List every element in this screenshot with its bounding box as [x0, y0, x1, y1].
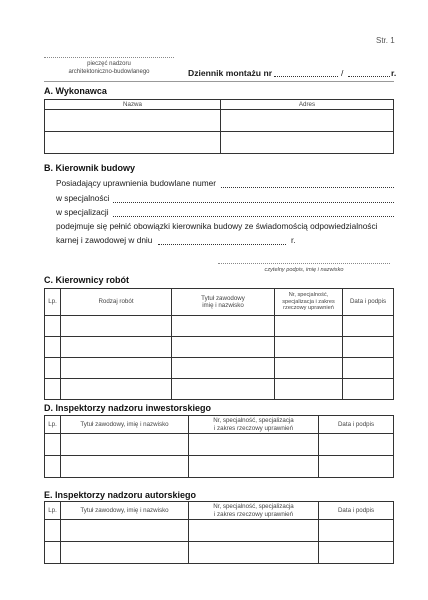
journal-label: Dziennik montażu nr [188, 68, 273, 78]
column-title-name [172, 289, 275, 316]
table-cell[interactable] [172, 316, 275, 337]
table-cell[interactable] [45, 316, 61, 337]
license-number-field[interactable] [221, 187, 394, 188]
section-c-title: C. Kierownicy robót [44, 275, 130, 285]
column-title-name-line-1: Tytuł zawodowy [201, 294, 245, 302]
column-lp: Lp. [45, 289, 61, 316]
table-cell[interactable] [189, 542, 319, 564]
specialization-label: w specjalizacji [56, 207, 109, 217]
table-cell[interactable] [189, 456, 319, 478]
specialty-label: w specjalności [56, 193, 110, 203]
stamp-caption [44, 61, 174, 76]
table-cell[interactable] [61, 542, 189, 564]
table-cell[interactable] [61, 456, 189, 478]
column-license [189, 416, 319, 434]
table-cell[interactable] [343, 316, 394, 337]
column-date-signature: Data i podpis [343, 289, 394, 316]
specialization-line [56, 207, 394, 219]
contractor-name-cell[interactable] [45, 110, 221, 132]
journal-number-line [188, 68, 398, 80]
journal-slash: / [341, 68, 344, 78]
table-cell[interactable] [319, 542, 394, 564]
column-license-line-1: Nr, specjalność, [288, 292, 329, 299]
column-date-signature: Data i podpis [319, 502, 394, 520]
column-date-signature: Data i podpis [319, 416, 394, 434]
table-cell[interactable] [45, 379, 61, 400]
table-cell[interactable] [343, 379, 394, 400]
license-number-line [56, 178, 394, 190]
column-adres: Adres [221, 100, 394, 110]
journal-year-field[interactable] [348, 76, 390, 77]
table-row [45, 337, 394, 358]
table-cell[interactable] [61, 379, 172, 400]
column-license-line-1: Nr, specjalność, specjalizacja [213, 503, 294, 511]
table-cell[interactable] [319, 520, 394, 542]
specialty-field[interactable] [113, 202, 394, 203]
table-cell[interactable] [45, 337, 61, 358]
specialty-line [56, 193, 394, 205]
table-cell[interactable] [45, 456, 61, 478]
statement-date-label: karnej i zawodowej w dniu [56, 235, 153, 245]
investor-inspectors-table [44, 415, 394, 478]
journal-end: r. [391, 68, 397, 78]
contractor-address-cell[interactable] [221, 132, 394, 154]
table-cell[interactable] [61, 434, 189, 456]
author-inspectors-table [44, 501, 394, 564]
table-cell[interactable] [275, 379, 343, 400]
site-managers-table [44, 288, 394, 400]
table-cell[interactable] [172, 379, 275, 400]
table-cell[interactable] [61, 358, 172, 379]
table-cell[interactable] [275, 316, 343, 337]
column-work-type: Rodzaj robót [61, 289, 172, 316]
signature-line[interactable] [218, 263, 390, 264]
table-cell[interactable] [45, 520, 61, 542]
column-license-line-2: i zakres rzeczowy uprawnień [213, 510, 294, 518]
specialization-field[interactable] [113, 216, 394, 217]
table-cell[interactable] [189, 434, 319, 456]
statement-line-1: podejmuje się pełnić obowiązki kierownika budowy ze świadomością odpowiedzialności [56, 221, 378, 231]
column-license-line-2: specjalizacja i zakres [282, 298, 335, 305]
section-b-title: B. Kierownik budowy [44, 163, 136, 173]
table-row [45, 542, 394, 564]
stamp-caption-line-2: architektoniczno-budowlanego [68, 68, 150, 75]
table-cell[interactable] [172, 337, 275, 358]
contractor-table [44, 99, 394, 154]
statement-date-end: r. [291, 235, 296, 245]
table-row [45, 379, 394, 400]
stamp-line [44, 57, 174, 58]
section-a-title: A. Wykonawca [44, 86, 107, 96]
table-cell[interactable] [172, 358, 275, 379]
table-row [45, 358, 394, 379]
signature-caption: czytelny podpis, imię i nazwisko [264, 267, 344, 273]
header-divider [44, 81, 394, 82]
table-cell[interactable] [343, 337, 394, 358]
statement-line-2 [56, 235, 356, 247]
table-row [45, 456, 394, 478]
page-number: Str. 1 [376, 36, 395, 45]
column-lp: Lp. [45, 416, 61, 434]
column-license-line-1: Nr, specjalność, specjalizacja [213, 417, 294, 425]
table-cell[interactable] [45, 358, 61, 379]
column-license [189, 502, 319, 520]
column-license-line-2: i zakres rzeczowy uprawnień [213, 424, 294, 432]
table-cell[interactable] [343, 358, 394, 379]
table-row [45, 520, 394, 542]
table-cell[interactable] [189, 520, 319, 542]
column-license [275, 289, 343, 316]
table-row [45, 316, 394, 337]
contractor-name-cell[interactable] [45, 132, 221, 154]
table-cell[interactable] [275, 337, 343, 358]
stamp-caption-line-1: pieczęć nadzoru [87, 61, 131, 67]
column-title-name-line-2: imię i nazwisko [202, 302, 244, 309]
table-cell[interactable] [319, 456, 394, 478]
table-cell[interactable] [45, 542, 61, 564]
table-cell[interactable] [61, 337, 172, 358]
column-title-name: Tytuł zawodowy, imię i nazwisko [61, 416, 189, 434]
statement-date-field[interactable] [158, 244, 286, 245]
column-license-line-3: rzeczowy uprawnień [283, 305, 334, 312]
table-row [45, 434, 394, 456]
section-d-title: D. Inspektorzy nadzoru inwestorskiego [44, 403, 212, 413]
table-cell[interactable] [45, 434, 61, 456]
contractor-address-cell[interactable] [221, 110, 394, 132]
journal-number-field[interactable] [274, 76, 338, 77]
table-cell[interactable] [275, 358, 343, 379]
table-cell[interactable] [61, 520, 189, 542]
column-title-name: Tytuł zawodowy, imię i nazwisko [61, 502, 189, 520]
section-e-title: E. Inspektorzy nadzoru autorskiego [44, 490, 197, 500]
table-cell[interactable] [319, 434, 394, 456]
license-number-label: Posiadający uprawnienia budowlane numer [56, 178, 217, 188]
table-cell[interactable] [61, 316, 172, 337]
column-nazwa: Nazwa [45, 100, 221, 110]
column-lp: Lp. [45, 502, 61, 520]
